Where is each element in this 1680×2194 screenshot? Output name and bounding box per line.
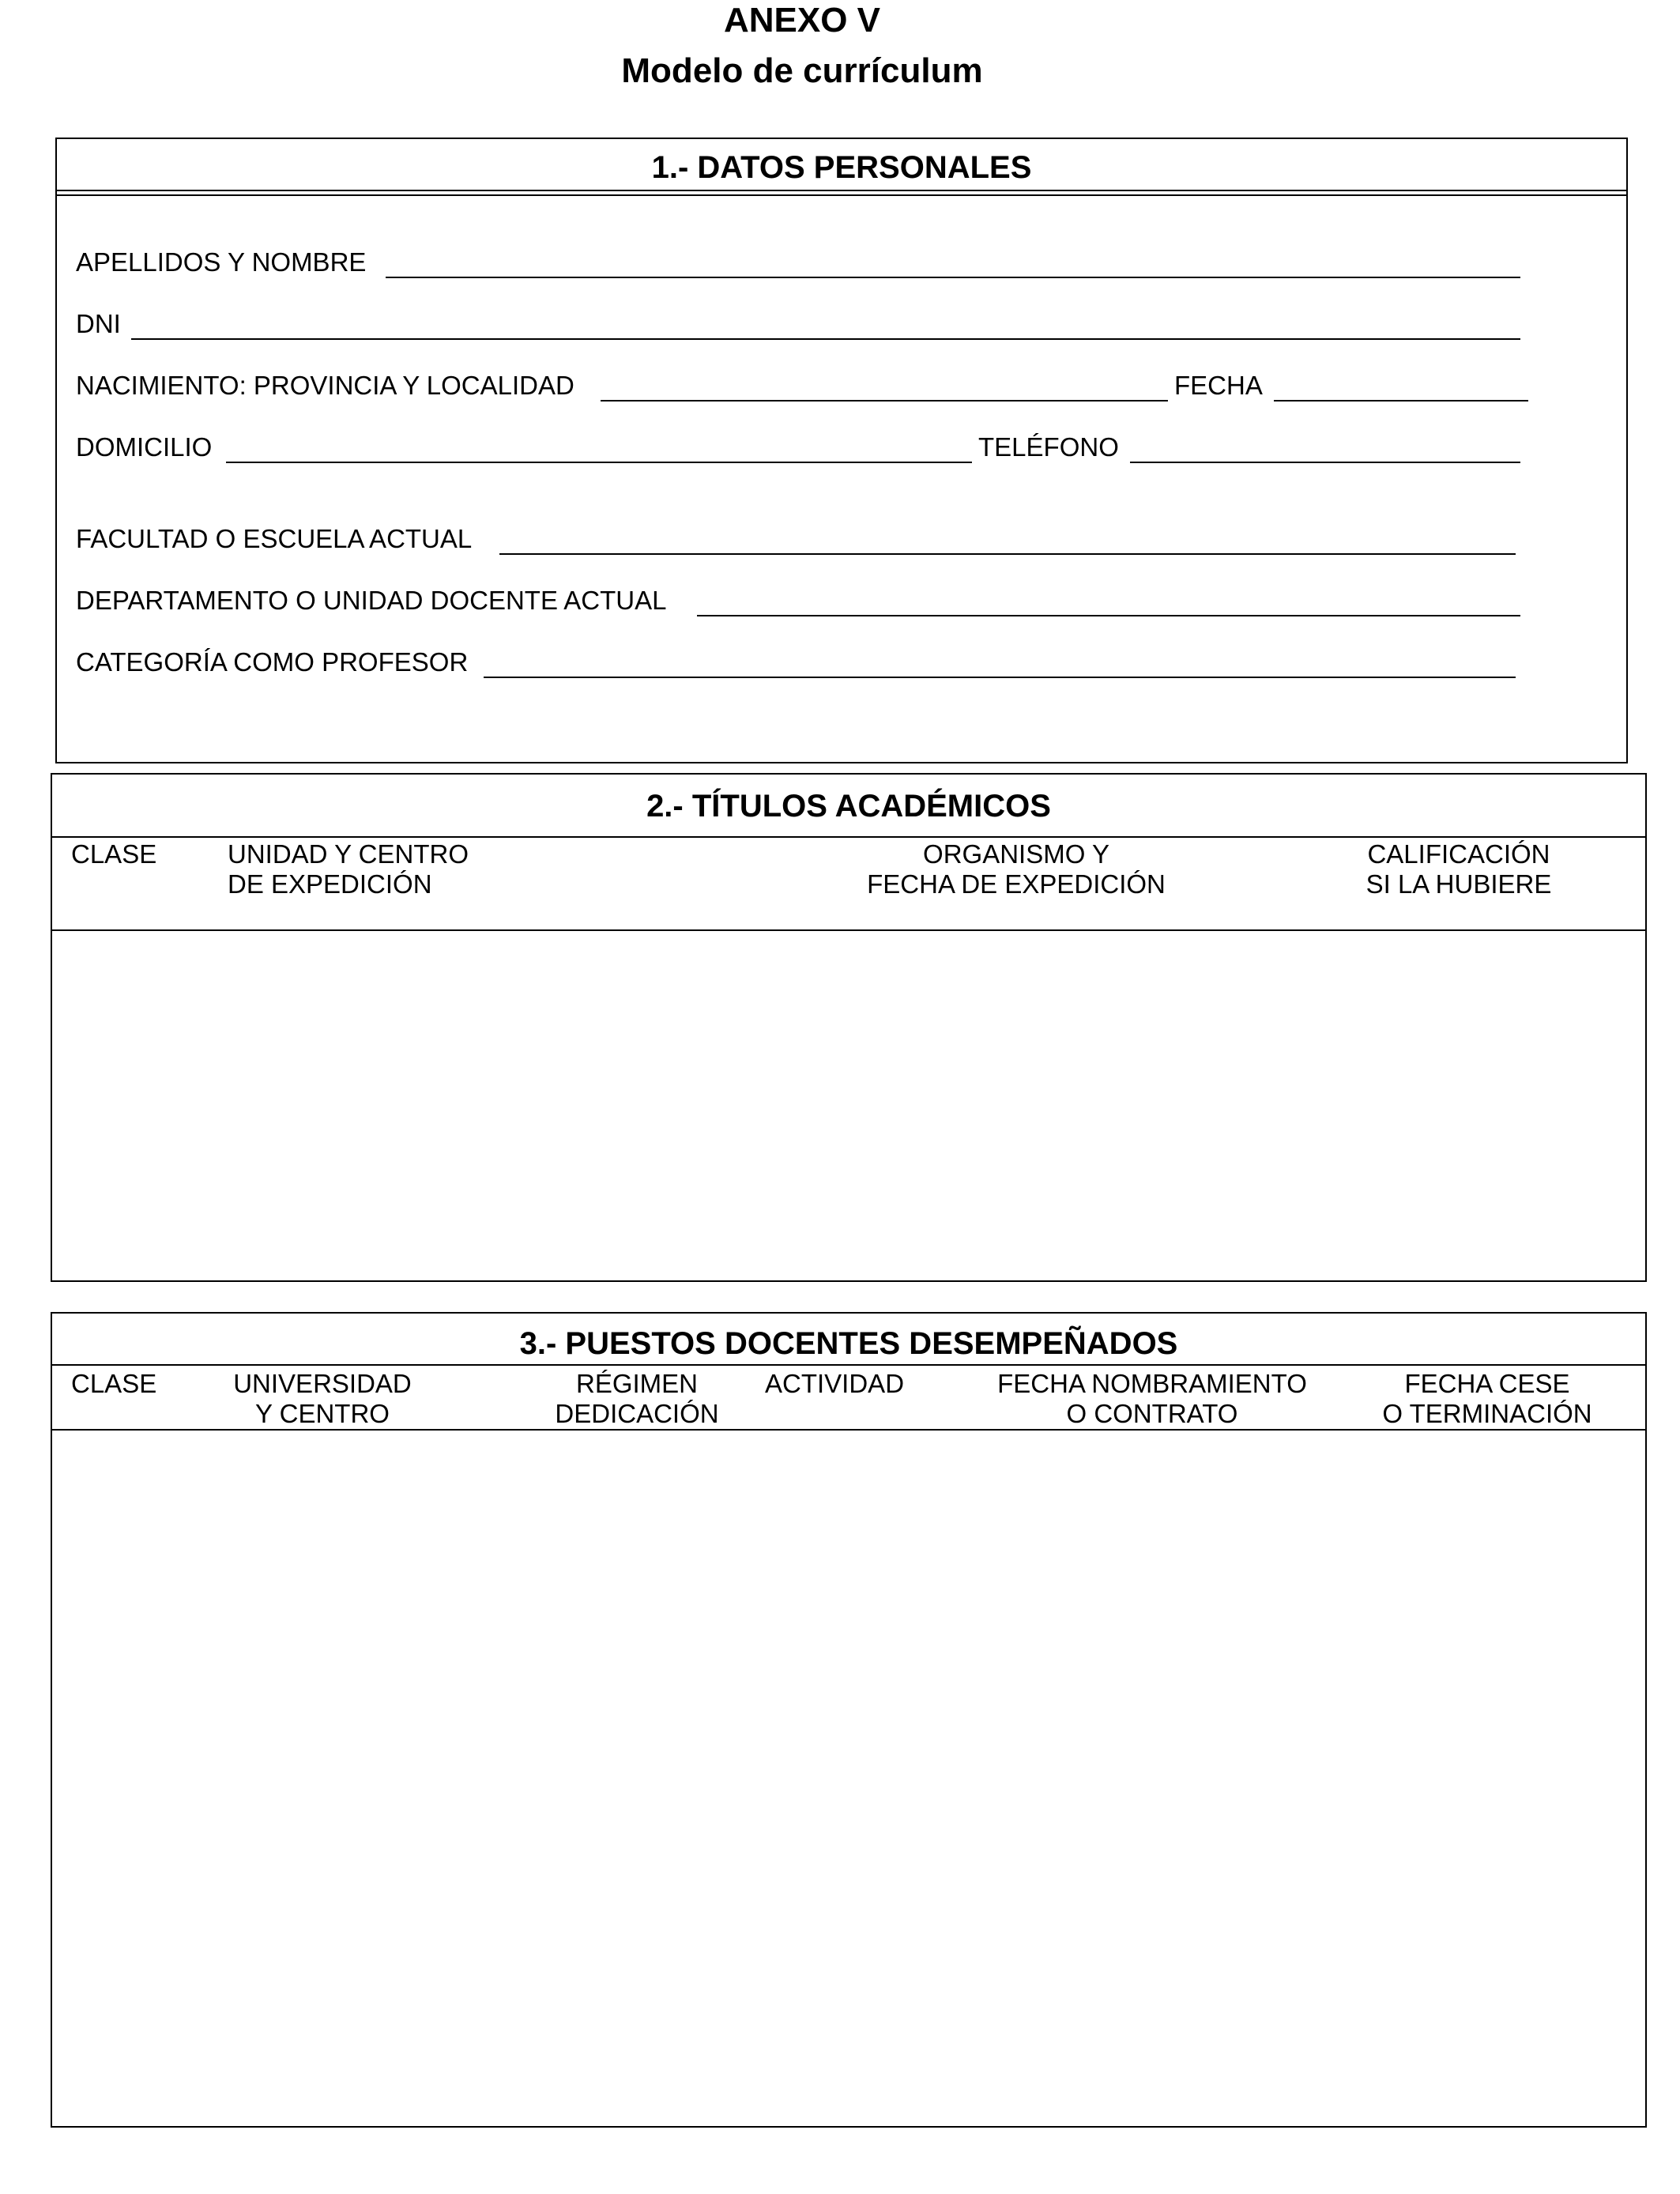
label-fecha-nacimiento: FECHA — [1174, 371, 1263, 400]
column-header-unidad-centro: UNIDAD Y CENTRO DE EXPEDICIÓN — [228, 839, 469, 899]
academic-titles-entry-area[interactable] — [52, 931, 1645, 1280]
document-subtitle: Modelo de currículum — [621, 51, 983, 90]
section-teaching-positions — [51, 1312, 1647, 2128]
label-domicilio: DOMICILIO — [76, 432, 213, 462]
input-dni[interactable] — [131, 338, 1520, 340]
input-categoria[interactable] — [484, 677, 1516, 678]
section-teaching-positions-title: 3.- PUESTOS DOCENTES DESEMPEÑADOS — [519, 1326, 1178, 1361]
section-title-divider-double — [57, 194, 1626, 196]
label-categoria: CATEGORÍA COMO PROFESOR — [76, 647, 469, 677]
section-title-divider — [57, 190, 1626, 191]
label-facultad: FACULTAD O ESCUELA ACTUAL — [76, 524, 473, 553]
input-apellidos[interactable] — [386, 277, 1520, 278]
label-nacimiento: NACIMIENTO: PROVINCIA Y LOCALIDAD — [76, 371, 574, 400]
input-facultad[interactable] — [499, 553, 1516, 555]
section-title-divider — [52, 1364, 1645, 1366]
teaching-positions-entry-area[interactable] — [52, 1431, 1645, 2126]
column-header-fecha-cese: FECHA CESE O TERMINACIÓN — [1382, 1369, 1592, 1428]
column-header-universidad-centro: UNIVERSIDAD Y CENTRO — [233, 1369, 412, 1428]
section-title-divider — [52, 836, 1645, 838]
label-dni: DNI — [76, 309, 121, 338]
section-personal-data-title: 1.- DATOS PERSONALES — [651, 150, 1032, 185]
column-header-organismo-fecha: ORGANISMO Y FECHA DE EXPEDICIÓN — [867, 839, 1166, 899]
annex-title: ANEXO V — [723, 1, 881, 40]
input-telefono[interactable] — [1130, 462, 1520, 463]
column-header-calificacion: CALIFICACIÓN SI LA HUBIERE — [1365, 839, 1552, 899]
section-academic-titles-title: 2.- TÍTULOS ACADÉMICOS — [646, 789, 1051, 824]
input-departamento[interactable] — [697, 615, 1520, 616]
input-fecha-nacimiento[interactable] — [1274, 400, 1528, 401]
input-domicilio[interactable] — [226, 462, 972, 463]
input-nacimiento[interactable] — [601, 400, 1168, 401]
section-personal-data — [55, 138, 1628, 763]
column-header-actividad: ACTIVIDAD — [765, 1369, 905, 1398]
column-header-clase: CLASE — [71, 839, 157, 869]
section-academic-titles — [51, 773, 1647, 1282]
label-departamento: DEPARTAMENTO O UNIDAD DOCENTE ACTUAL — [76, 586, 667, 615]
label-telefono: TELÉFONO — [978, 432, 1119, 462]
column-header-regimen-dedicacion: RÉGIMEN DEDICACIÓN — [555, 1369, 719, 1428]
column-header-clase: CLASE — [71, 1369, 157, 1398]
label-apellidos: APELLIDOS Y NOMBRE — [76, 247, 367, 277]
column-header-fecha-nombramiento: FECHA NOMBRAMIENTO O CONTRATO — [997, 1369, 1307, 1428]
